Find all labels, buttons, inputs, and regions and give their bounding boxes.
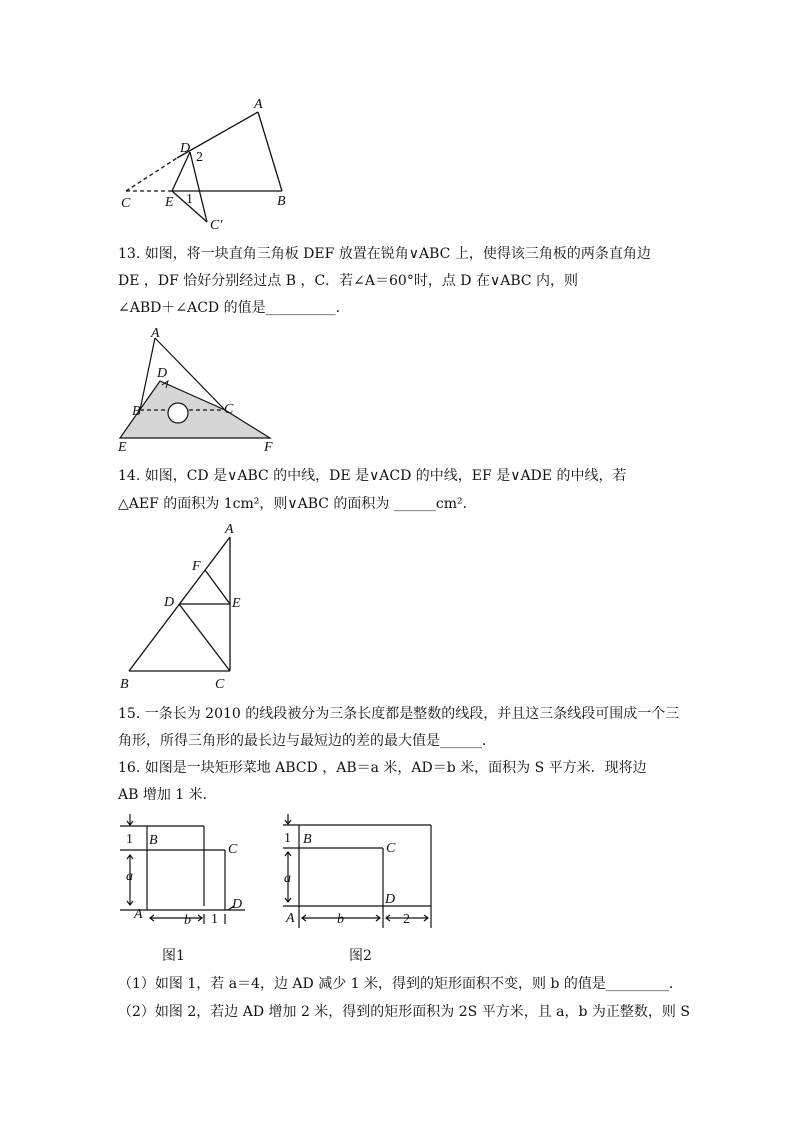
- q16-line2: AB 增加 1 米．: [118, 787, 217, 803]
- dashed-line-cd: [126, 158, 177, 191]
- label-a: A: [254, 97, 263, 112]
- figure-q12: [110, 95, 310, 235]
- q14-line1: 14. 如图，CD 是∨ABC 的中线，DE 是∨ACD 的中线，EF 是∨ADE 的中线，若: [118, 468, 627, 484]
- triangle-hole: [168, 403, 188, 423]
- figure-q16-1: [112, 810, 257, 935]
- figure-2-caption: 图2: [349, 948, 372, 964]
- figure-q13: [110, 325, 290, 455]
- label-c: C: [386, 841, 396, 856]
- label-d: D: [180, 141, 191, 156]
- label-e: E: [118, 440, 127, 455]
- q14-line2: △AEF 的面积为 1cm²，则∨ABC 的面积为 ______cm²．: [118, 496, 477, 512]
- q13-line2: DE ，DF 恰好分别经过点 B ，C．若∠A＝60°时，点 D 在∨ABC 内，则: [118, 273, 579, 289]
- label-c: C: [228, 842, 238, 857]
- q16-line1: 16. 如图是一块矩形菜地 ABCD ，AB＝a 米，AD＝b 米，面积为 S 平方米．现将边: [118, 760, 647, 776]
- q13-line3: ∠ABD＋∠ACD 的值是__________．: [118, 300, 350, 316]
- label-b: B: [149, 833, 158, 848]
- q15-line1: 15. 一条长为 2010 的线段被分为三条长度都是整数的线段，并且这三条线段可围成一个三: [118, 706, 680, 722]
- segment-de: [172, 152, 190, 191]
- label-2: 2: [403, 912, 410, 927]
- label-e: E: [232, 596, 241, 611]
- label-b: B: [303, 832, 312, 847]
- figure-1-caption: 图1: [162, 948, 185, 964]
- label-1-bottom: 1: [211, 912, 218, 927]
- label-b-side: b: [337, 912, 344, 927]
- q13-line1: 13. 如图，将一块直角三角板 DEF 放置在锐角∨ABC 上，使得该三角板的两条直角边: [118, 246, 651, 262]
- figure-q14: [112, 518, 272, 696]
- label-b: B: [277, 194, 286, 209]
- segment-dc: [179, 604, 230, 671]
- label-c: C: [215, 677, 225, 692]
- label-a: A: [134, 907, 143, 922]
- label-b: B: [132, 404, 141, 419]
- label-a: A: [286, 911, 295, 926]
- label-a-side: a: [284, 871, 291, 886]
- label-a-side: a: [126, 869, 133, 884]
- label-d: D: [385, 892, 396, 907]
- figure-q16-2: [275, 810, 440, 935]
- label-1: 1: [186, 192, 193, 207]
- label-d: D: [157, 366, 168, 381]
- label-f: F: [264, 440, 273, 455]
- label-d: D: [164, 595, 175, 610]
- label-c: C: [224, 402, 234, 417]
- q15-line2: 角形，所得三角形的最长边与最短边的差的最大值是______．: [118, 733, 496, 749]
- label-b: B: [120, 677, 129, 692]
- label-e: E: [165, 195, 174, 210]
- segment-ab: [258, 112, 282, 191]
- label-c-prime: C′: [210, 218, 223, 233]
- label-b-side: b: [184, 913, 191, 928]
- label-f: F: [192, 559, 201, 574]
- label-1: 1: [284, 831, 291, 846]
- label-1: 1: [126, 832, 133, 847]
- segment-fe: [205, 570, 230, 604]
- label-c: C: [121, 196, 131, 211]
- q16-part1: （1）如图 1，若 a＝4，边 AD 减少 1 米，得到的矩形面积不变，则 b 的值是_________．: [118, 976, 683, 992]
- label-d: D: [232, 897, 243, 912]
- label-a: A: [151, 326, 160, 341]
- label-2: 2: [196, 150, 203, 165]
- label-a: A: [225, 522, 234, 537]
- q16-part2: （2）如图 2，若边 AD 增加 2 米，得到的矩形面积为 2S 平方米，且 a，b 为正整数，则 S: [118, 1004, 690, 1020]
